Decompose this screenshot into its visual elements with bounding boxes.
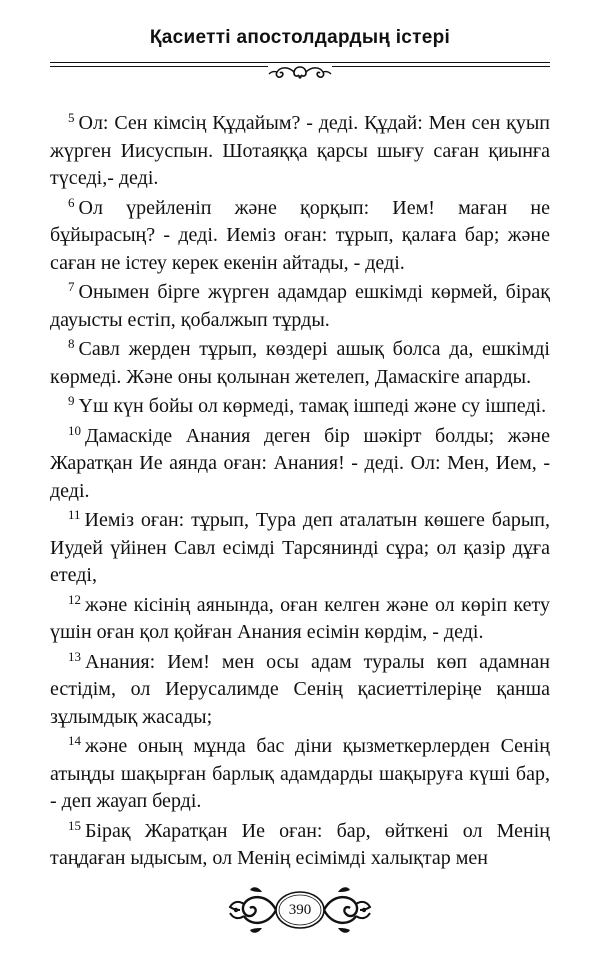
verse-number: 14 xyxy=(68,733,81,748)
verse-number: 7 xyxy=(68,279,75,294)
verse-13 xyxy=(50,649,550,732)
header-ornament-icon xyxy=(268,63,332,81)
verse-number: 13 xyxy=(68,648,81,664)
verse-text: Ол: Сен кімсің Құдайым? - деді. Құдай: Мен сен қуып жүрген Иисуспын. Шотаяққа қарсы шығу саған қиынға түседі,- деді. xyxy=(50,112,550,189)
verse-text: Ол үрейленіп және қорқып: Ием! маған не бұйырасың? - деді. Иеміз оған: тұрып, қалаға бар; және саған не істеу керек екенін айтады, - деді. xyxy=(50,196,550,274)
verse-number: 5 xyxy=(68,110,75,125)
verse-number: 9 xyxy=(68,393,75,408)
verse-number: 15 xyxy=(68,817,81,833)
verse-14 xyxy=(50,733,550,816)
verse-8 xyxy=(50,336,550,391)
verse-number: 8 xyxy=(68,336,75,351)
verse-number: 10 xyxy=(68,422,81,438)
verse-12 xyxy=(50,592,550,647)
verse-text: Иеміз оған: тұрып, Тура деп аталатын көшеге барып, Иудей үйінен Савл есімді Тарсянинді сұра; ол қазір дұға етеді, xyxy=(50,509,550,586)
verse-text: Онымен бірге жүрген адамдар ешкімді көрмей, бірақ дауысты естіп, қобалжып тұрды. xyxy=(50,281,550,331)
verse-text: және оның мұнда бас діни қызметкерлерден Сенің атыңды шақырған барлық адамдарды шақыруға күші бар, - деп жауап берді. xyxy=(50,735,550,812)
verse-6 xyxy=(50,195,550,278)
verse-5 xyxy=(50,110,550,193)
page-number: 390 xyxy=(288,902,312,918)
verse-number: 6 xyxy=(68,194,75,210)
verse-number: 11 xyxy=(68,507,81,522)
chapter-text xyxy=(50,110,550,875)
running-head-title: Қасиетті апостолдардың істері xyxy=(149,27,451,48)
verse-7 xyxy=(50,279,550,334)
verse-number: 12 xyxy=(68,591,81,607)
verse-15 xyxy=(50,818,550,873)
verse-11 xyxy=(50,507,550,590)
verse-text: Бірақ Жаратқан Ие оған: бар, өйткені ол Менің таңдаған ыдысым, ол Менің есімімді халықтар мен xyxy=(50,819,550,869)
verse-text: Үш күн бойы ол көрмеді, тамақ ішпеді және су ішпеді. xyxy=(78,395,547,417)
verse-9 xyxy=(50,393,550,421)
verse-10 xyxy=(50,423,550,506)
verse-text: Дамаскіде Анания деген бір шәкірт болды; және Жаратқан Ие аянда оған: Анания! - деді. Ол: Мен, Ием, - деді. xyxy=(50,424,550,502)
verse-text: Савл жерден тұрып, көздері ашық болса да, ешкімді көрмеді. Және оны қолынан жетелеп, Дамаскіге апарды. xyxy=(50,338,550,388)
verse-text: және кісінің аянында, оған келген және ол көріп кету үшін оған қол қойған Анания есімін көрдім, - деді. xyxy=(50,593,550,643)
verse-text: Анания: Ием! мен осы адам туралы көп адамнан естідім, ол Иерусалимде Сенің қасиеттілеріңе қанша зұлымдық жасады; xyxy=(50,650,550,728)
